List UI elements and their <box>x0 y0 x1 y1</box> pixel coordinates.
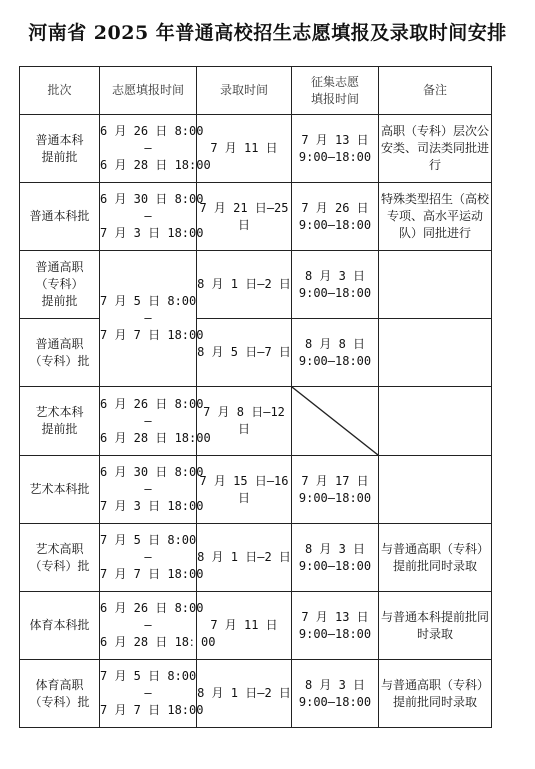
table-header-row <box>20 67 492 115</box>
batch-line: 提前批 <box>41 149 78 164</box>
batch-cell <box>20 319 100 387</box>
solicit-time-cell <box>292 524 379 592</box>
solicit-date: 8 月 3 日 <box>304 677 366 692</box>
dash: — <box>144 550 152 564</box>
fill-end: 6 月 28 日 18:00 <box>100 430 211 445</box>
note-cell: 特殊类型招生（高校专项、高水平运动队）同批进行 <box>379 183 492 251</box>
fill-time-cell <box>100 660 204 728</box>
admission-time-cell: 7 月 11 日 <box>197 592 292 660</box>
batch-line: （专科）批 <box>29 558 90 573</box>
fill-end: 7 月 7 日 18:00 <box>100 567 204 581</box>
batch-cell <box>20 592 100 660</box>
fill-time-cell <box>100 524 204 592</box>
admission-time-cell: 7 月 11 日 <box>197 115 292 183</box>
batch-line: 普通高职 <box>35 336 84 351</box>
fill-start: 7 月 5 日 8:00 <box>100 533 197 547</box>
fill-end: 6 月 28 日 18：00 <box>100 635 216 649</box>
fill-end: 7 月 7 日 18:00 <box>100 328 204 342</box>
dash: — <box>144 311 152 325</box>
solicit-hours: 9:00—18:00 <box>298 694 372 709</box>
solicit-date: 7 月 26 日 <box>301 200 369 215</box>
header-solicit-time <box>292 67 379 115</box>
header-solicit-line1: 征集志愿 <box>310 74 359 89</box>
batch-line: 艺术本科批 <box>29 482 90 496</box>
table-row <box>20 524 492 592</box>
batch-line: （专科）批 <box>29 694 90 709</box>
note-cell: 与普通高职（专科）提前批同时录取 <box>379 660 492 728</box>
batch-cell <box>20 456 100 524</box>
batch-line: 艺术高职 <box>35 541 84 556</box>
batch-line: （专科） <box>35 277 84 291</box>
fill-end: 7 月 3 日 18:00 <box>100 499 204 513</box>
solicit-time-cell-empty <box>292 387 379 456</box>
batch-line: 普通本科批 <box>29 209 90 223</box>
header-note: 备注 <box>379 67 492 115</box>
fill-time-cell <box>100 183 204 251</box>
note-cell: 与普通本科提前批同时录取 <box>379 592 492 660</box>
note-cell <box>379 456 492 524</box>
dash: — <box>144 618 152 632</box>
fill-start: 6 月 30 日 8:00 <box>100 465 204 479</box>
admission-time-cell: 8 月 1 日–2 日 <box>197 660 292 728</box>
note-cell <box>379 319 492 387</box>
fill-start: 6 月 26 日 8:00 <box>100 396 204 411</box>
solicit-hours: 9:00—18:00 <box>298 149 372 164</box>
header-batch: 批次 <box>20 67 100 115</box>
table-row <box>20 183 492 251</box>
solicit-time-cell <box>292 183 379 251</box>
table-row <box>20 660 492 728</box>
batch-line: 体育高职 <box>35 677 84 692</box>
solicit-time-cell <box>292 456 379 524</box>
note-cell: 与普通高职（专科）提前批同时录取 <box>379 524 492 592</box>
solicit-hours: 9:00—18:00 <box>298 626 372 641</box>
fill-end: 7 月 7 日 18:00 <box>100 703 204 717</box>
admission-time-cell: 8 月 1 日–2 日 <box>197 251 292 319</box>
batch-cell <box>20 251 100 319</box>
dash: — <box>144 209 152 223</box>
solicit-hours: 9:00—18:00 <box>298 558 372 573</box>
batch-line: 提前批 <box>41 294 78 308</box>
solicit-date: 7 月 13 日 <box>301 609 369 624</box>
fill-time-cell <box>100 456 204 524</box>
solicit-date: 8 月 3 日 <box>304 268 366 283</box>
solicit-date: 7 月 13 日 <box>301 132 369 147</box>
fill-start: 7 月 5 日 8:00 <box>100 294 197 308</box>
solicit-time-cell <box>292 251 379 319</box>
fill-start: 6 月 26 日 8:00 <box>100 601 204 615</box>
admission-time-cell: 7 月 15 日–16 日 <box>197 456 292 524</box>
solicit-time-cell <box>292 115 379 183</box>
solicit-hours: 9:00—18:00 <box>298 353 372 368</box>
fill-end: 7 月 3 日 18:00 <box>100 226 204 240</box>
admission-time-cell: 8 月 1 日–2 日 <box>197 524 292 592</box>
dash: — <box>144 141 152 155</box>
dash: — <box>144 482 152 496</box>
batch-line: 体育本科批 <box>29 618 90 632</box>
fill-start: 6 月 26 日 8:00 <box>100 124 204 138</box>
solicit-time-cell <box>292 660 379 728</box>
admission-time-cell: 7 月 21 日–25 日 <box>197 183 292 251</box>
admission-time-cell: 8 月 5 日–7 日 <box>197 319 292 387</box>
page-title: 河南省 2025 年普通高校招生志愿填报及录取时间安排 <box>28 22 507 44</box>
fill-time-cell <box>100 251 204 387</box>
batch-cell <box>20 387 100 456</box>
solicit-hours: 9:00—18:00 <box>298 285 372 300</box>
batch-line: 普通高职 <box>35 260 84 274</box>
solicit-time-cell <box>292 592 379 660</box>
fill-end: 6 月 28 日 18:00 <box>100 158 211 172</box>
header-fill-time: 志愿填报时间 <box>100 67 197 115</box>
fill-time-cell <box>100 387 211 456</box>
batch-line: （专科）批 <box>29 353 90 368</box>
table-row <box>20 251 492 319</box>
schedule-table <box>19 66 492 728</box>
batch-line: 艺术本科 <box>35 405 84 419</box>
solicit-date: 8 月 8 日 <box>304 336 366 351</box>
header-solicit-line2: 填报时间 <box>310 91 359 106</box>
table-row <box>20 387 492 456</box>
solicit-hours: 9:00—18:00 <box>298 217 372 232</box>
batch-cell <box>20 183 100 251</box>
table-row <box>20 456 492 524</box>
admission-time-cell: 7 月 8 日–12 日 <box>197 387 292 456</box>
table-row <box>20 592 492 660</box>
solicit-time-cell <box>292 319 379 387</box>
note-cell <box>379 387 492 456</box>
batch-cell <box>20 115 100 183</box>
batch-line: 提前批 <box>41 422 78 436</box>
fill-time-cell <box>100 592 216 660</box>
header-admission-time: 录取时间 <box>197 67 292 115</box>
fill-start: 6 月 30 日 8:00 <box>100 192 204 206</box>
table-row <box>20 319 492 387</box>
note-cell: 高职（专科）层次公安类、司法类同批进行 <box>379 115 492 183</box>
fill-start: 7 月 5 日 8:00 <box>100 669 197 683</box>
table-row <box>20 115 492 183</box>
dash: — <box>144 413 152 428</box>
note-cell <box>379 251 492 319</box>
batch-line: 普通本科 <box>35 132 84 147</box>
solicit-date: 8 月 3 日 <box>304 541 366 556</box>
fill-time-cell <box>100 115 211 183</box>
batch-cell <box>20 524 100 592</box>
dash: — <box>144 686 152 700</box>
batch-cell <box>20 660 100 728</box>
solicit-hours: 9:00—18:00 <box>298 490 372 505</box>
diagonal-slash <box>292 387 378 455</box>
solicit-date: 7 月 17 日 <box>301 473 369 488</box>
